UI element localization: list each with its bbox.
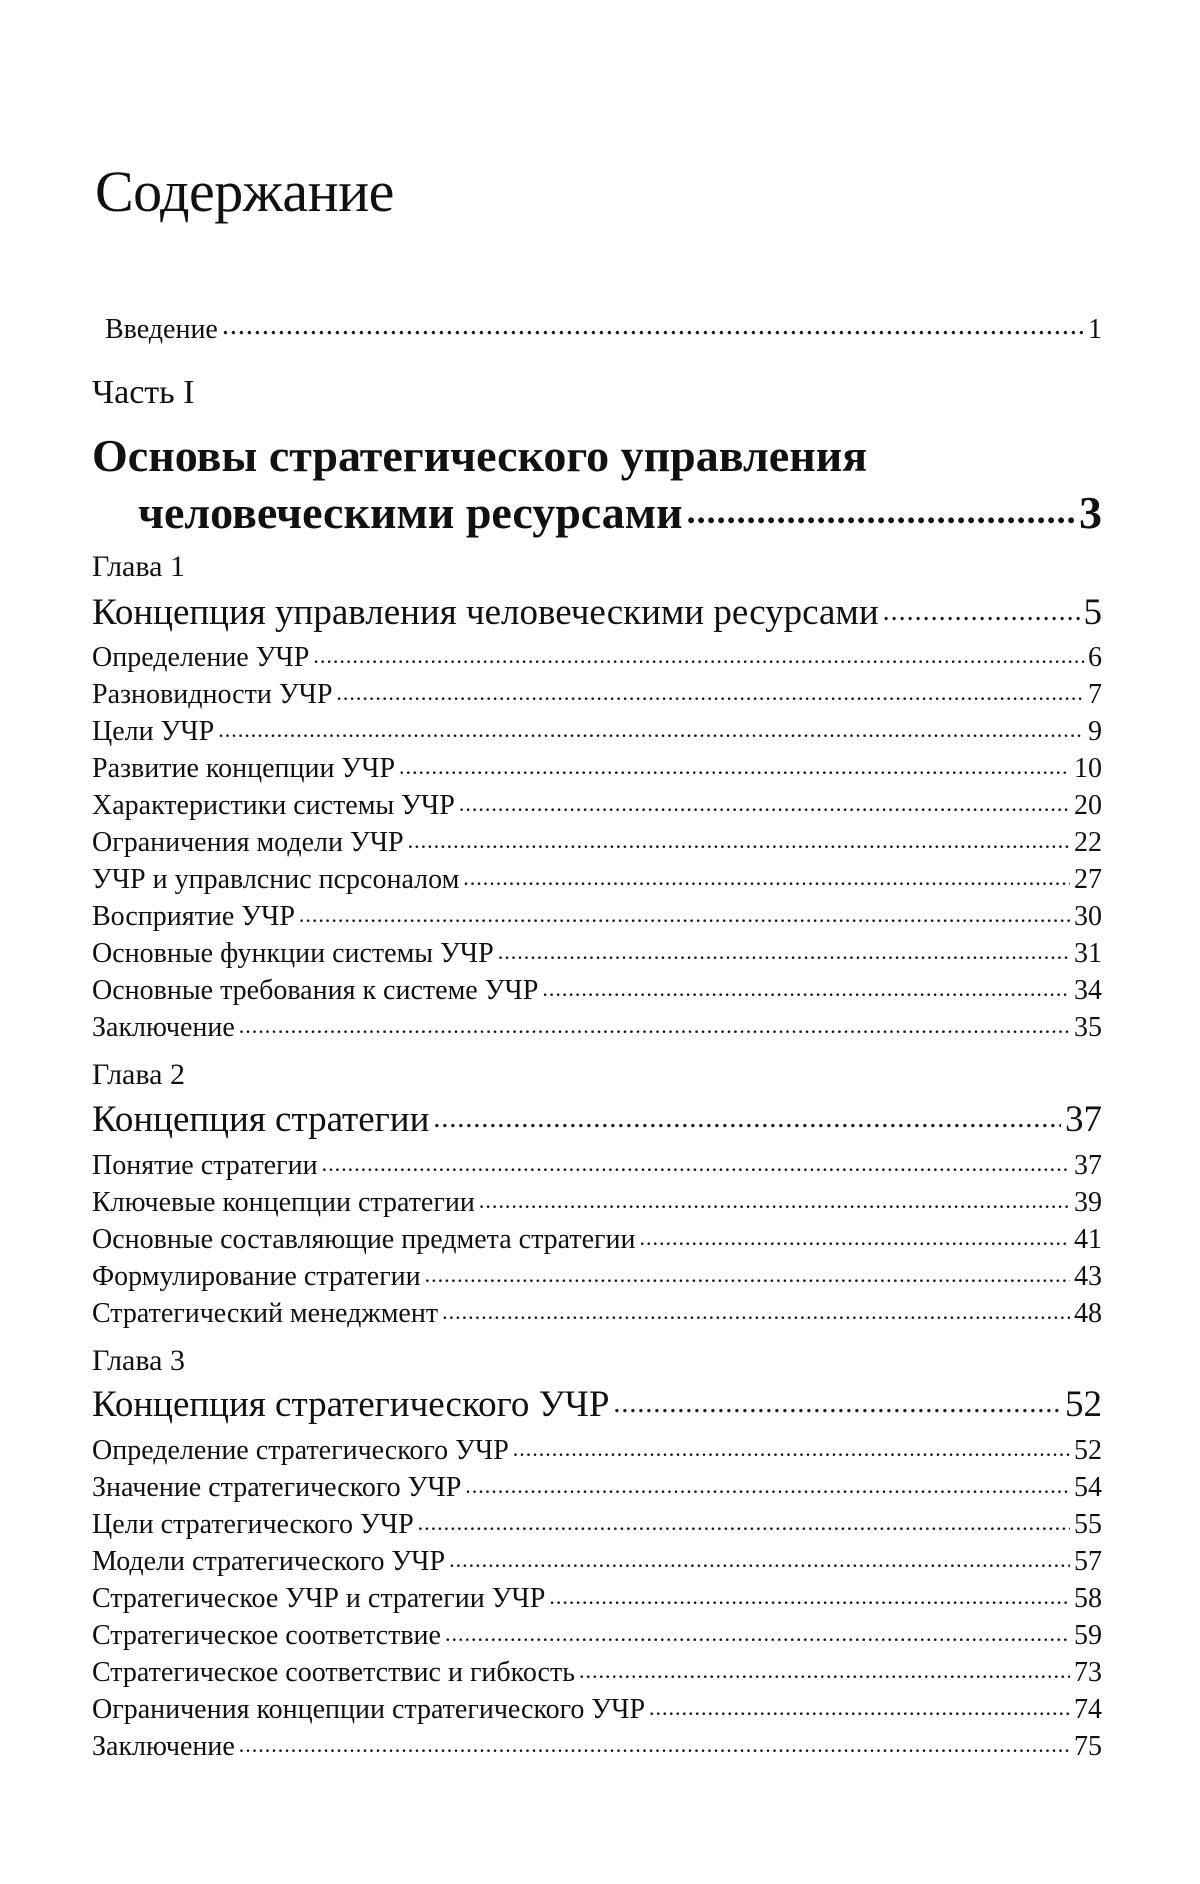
chapter-title: Концепция стратегического УЧР bbox=[92, 1384, 610, 1425]
toc-entry-section[interactable] bbox=[92, 1433, 1102, 1469]
toc-entry-section[interactable] bbox=[92, 862, 1102, 898]
toc-entry-chapter[interactable] bbox=[92, 590, 1102, 636]
toc-entry-label: Разновидности УЧР bbox=[92, 679, 333, 710]
page-title: Содержание bbox=[95, 159, 394, 224]
toc-entry-label: Основные составляющие предмета стратегии bbox=[92, 1224, 636, 1255]
toc-entry-section[interactable] bbox=[92, 1544, 1102, 1580]
dot-leader bbox=[449, 1542, 1070, 1578]
toc-entry-section[interactable] bbox=[92, 1729, 1102, 1765]
toc-entry-section[interactable] bbox=[92, 714, 1102, 750]
dot-leader bbox=[313, 638, 1084, 674]
toc-entry-page: 5 bbox=[1083, 592, 1102, 633]
toc-entry-page: 37 bbox=[1074, 1150, 1102, 1181]
dot-leader bbox=[399, 749, 1070, 785]
dot-leader bbox=[299, 897, 1070, 933]
toc-entry-label: Характеристики системы УЧР bbox=[92, 790, 455, 821]
dot-leader bbox=[549, 1579, 1070, 1615]
dot-leader bbox=[687, 482, 1075, 540]
chapter-label: Глава 3 bbox=[92, 1344, 185, 1377]
toc-entry-page: 30 bbox=[1074, 901, 1102, 932]
toc-entry-section[interactable] bbox=[92, 1222, 1102, 1258]
dot-leader bbox=[513, 1431, 1070, 1467]
toc-entry-page: 7 bbox=[1088, 679, 1102, 710]
dot-leader bbox=[649, 1690, 1070, 1726]
dot-leader bbox=[239, 1008, 1070, 1044]
dot-leader bbox=[883, 589, 1080, 635]
toc-entry-label: Определение УЧР bbox=[92, 642, 310, 673]
toc-entry-page: 52 bbox=[1074, 1435, 1102, 1466]
toc-entry-label: Основные функции системы УЧР bbox=[92, 938, 494, 969]
toc-entry-section[interactable] bbox=[92, 1581, 1102, 1617]
dot-leader bbox=[463, 860, 1070, 896]
dot-leader bbox=[613, 1381, 1061, 1427]
toc-entry-section[interactable] bbox=[92, 1148, 1102, 1184]
toc-entry-section[interactable] bbox=[92, 936, 1102, 972]
toc-entry-page: 1 bbox=[1088, 314, 1102, 345]
toc-entry-label: Ограничения концепции стратегического УЧР bbox=[92, 1694, 646, 1725]
dot-leader bbox=[465, 1468, 1070, 1504]
toc-entry-label: Стратегический менеджмент bbox=[92, 1298, 439, 1329]
toc-entry-page: 59 bbox=[1074, 1620, 1102, 1651]
toc-entry-label: Заключение bbox=[92, 1731, 235, 1762]
dot-leader bbox=[425, 1257, 1070, 1293]
toc-entry-section[interactable] bbox=[92, 899, 1102, 935]
dot-leader bbox=[418, 1505, 1070, 1541]
toc-entry-page: 9 bbox=[1088, 716, 1102, 747]
dot-leader bbox=[322, 1146, 1070, 1182]
toc-entry-page: 41 bbox=[1074, 1224, 1102, 1255]
dot-leader bbox=[408, 823, 1070, 859]
toc-entry-section[interactable] bbox=[92, 1259, 1102, 1295]
part-label: Часть I bbox=[92, 374, 195, 411]
toc-entry-page: 57 bbox=[1074, 1546, 1102, 1577]
dot-leader bbox=[479, 1183, 1070, 1219]
toc-entry-section[interactable] bbox=[92, 788, 1102, 824]
toc-entry-label: Ключевые концепции стратегии bbox=[92, 1187, 475, 1218]
dot-leader bbox=[640, 1220, 1071, 1256]
dot-leader bbox=[222, 308, 1084, 344]
toc-entry-section[interactable] bbox=[92, 1507, 1102, 1543]
toc-entry-section[interactable] bbox=[92, 973, 1102, 1009]
chapter-title: Концепция стратегии bbox=[92, 1099, 430, 1140]
dot-leader bbox=[459, 786, 1070, 822]
toc-entry-page: 35 bbox=[1074, 1012, 1102, 1043]
toc-entry-section[interactable] bbox=[92, 1618, 1102, 1654]
toc-entry-label: Стратегическое соответствие bbox=[92, 1620, 441, 1651]
toc-entry-page: 43 bbox=[1074, 1261, 1102, 1292]
toc-entry-section[interactable] bbox=[92, 1185, 1102, 1221]
toc-entry-section[interactable] bbox=[92, 1655, 1102, 1691]
toc-entry-chapter[interactable] bbox=[92, 1097, 1102, 1143]
dot-leader bbox=[445, 1616, 1070, 1652]
toc-entry-page: 58 bbox=[1074, 1583, 1102, 1614]
chapter-label: Глава 2 bbox=[92, 1058, 185, 1091]
toc-entry-page: 34 bbox=[1074, 975, 1102, 1006]
toc-entry-label: Формулирование стратегии bbox=[92, 1261, 421, 1292]
dot-leader bbox=[218, 712, 1084, 748]
toc-entry-page: 52 bbox=[1065, 1384, 1102, 1425]
dot-leader bbox=[498, 934, 1070, 970]
toc-entry-page: 27 bbox=[1074, 864, 1102, 895]
toc-entry-label: Значение стратегического УЧР bbox=[92, 1472, 462, 1503]
dot-leader bbox=[433, 1096, 1061, 1142]
toc-entry-label: Ограничения модели УЧР bbox=[92, 827, 404, 858]
dot-leader bbox=[239, 1727, 1070, 1763]
toc-entry-page: 75 bbox=[1074, 1731, 1102, 1762]
toc-entry-page: 74 bbox=[1074, 1694, 1102, 1725]
toc-entry-intro[interactable] bbox=[105, 312, 1102, 348]
toc-entry-section[interactable] bbox=[92, 825, 1102, 861]
toc-entry-page: 22 bbox=[1074, 827, 1102, 858]
chapter-title: Концепция управления человеческими ресурсами bbox=[92, 592, 879, 633]
chapter-label: Глава 1 bbox=[92, 550, 185, 583]
toc-entry-section[interactable] bbox=[92, 1470, 1102, 1506]
part-title-line1[interactable]: Основы стратегического управления bbox=[92, 430, 868, 481]
toc-entry-page: 20 bbox=[1074, 790, 1102, 821]
toc-entry-label: Понятие стратегии bbox=[92, 1150, 318, 1181]
toc-entry-page: 3 bbox=[1079, 487, 1102, 538]
toc-entry-label: Заключение bbox=[92, 1012, 235, 1043]
toc-entry-label: Цели стратегического УЧР bbox=[92, 1509, 414, 1540]
toc-entry-section[interactable] bbox=[92, 1296, 1102, 1332]
dot-leader bbox=[442, 1294, 1070, 1330]
toc-entry-page: 6 bbox=[1088, 642, 1102, 673]
dot-leader bbox=[336, 675, 1084, 711]
dot-leader bbox=[579, 1653, 1070, 1689]
toc-entry-page: 31 bbox=[1074, 938, 1102, 969]
toc-entry-chapter[interactable] bbox=[92, 1382, 1102, 1428]
toc-entry-label: Определение стратегического УЧР bbox=[92, 1435, 509, 1466]
toc-entry-label: Основные требования к системе УЧР bbox=[92, 975, 539, 1006]
toc-entry-page: 55 bbox=[1074, 1509, 1102, 1540]
toc-entry-section[interactable] bbox=[92, 1692, 1102, 1728]
toc-entry-label: Стратегическое соответствис и гибкость bbox=[92, 1657, 575, 1688]
toc-entry-label: Развитие концепции УЧР bbox=[92, 753, 396, 784]
toc-entry-label: Введение bbox=[105, 314, 218, 345]
toc-entry-label: Модели стратегического УЧР bbox=[92, 1546, 446, 1577]
toc-entry-page: 73 bbox=[1074, 1657, 1102, 1688]
dot-leader bbox=[542, 971, 1070, 1007]
toc-entry-section[interactable] bbox=[92, 751, 1102, 787]
toc-entry-label: Цели УЧР bbox=[92, 716, 215, 747]
toc-entry-label: УЧР и управлснис псрсоналом bbox=[92, 864, 460, 895]
toc-entry-page: 39 bbox=[1074, 1187, 1102, 1218]
toc-entry-label: Восприятие УЧР bbox=[92, 901, 295, 932]
toc-entry-label: Стратегическое УЧР и стратегии УЧР bbox=[92, 1583, 546, 1614]
toc-entry-page: 10 bbox=[1074, 753, 1102, 784]
toc-entry-page: 54 bbox=[1074, 1472, 1102, 1503]
toc-entry-part[interactable] bbox=[138, 484, 1102, 542]
toc-entry-page: 48 bbox=[1074, 1298, 1102, 1329]
part-title-line2: человеческими ресурсами bbox=[138, 487, 683, 538]
toc-entry-page: 37 bbox=[1065, 1099, 1102, 1140]
toc-entry-section[interactable] bbox=[92, 1010, 1102, 1046]
toc-entry-section[interactable] bbox=[92, 677, 1102, 713]
toc-entry-section[interactable] bbox=[92, 640, 1102, 676]
